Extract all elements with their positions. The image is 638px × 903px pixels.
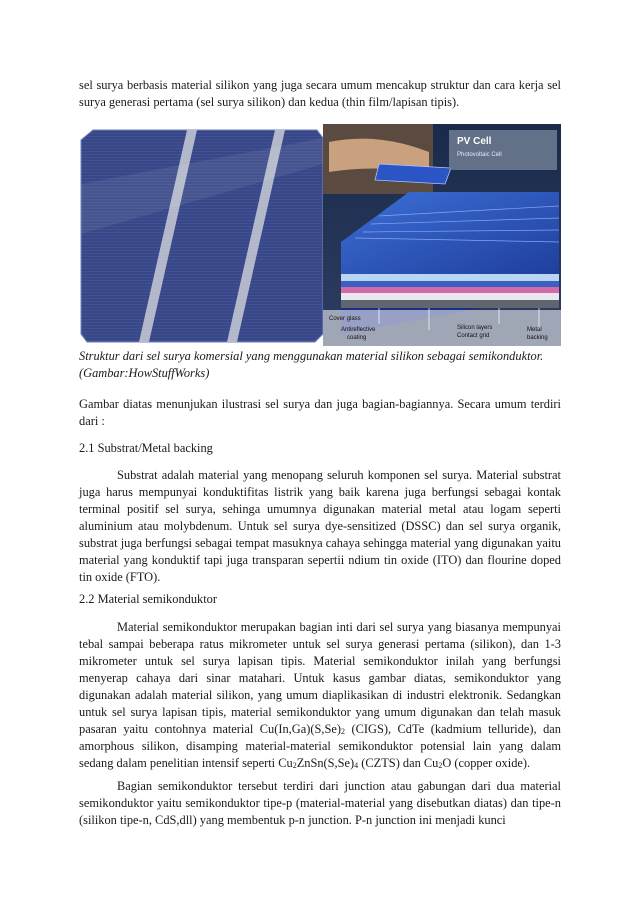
- solar-cell-illustration: [79, 124, 561, 346]
- figure-caption: Struktur dari sel surya komersial yang menggunakan material silikon sebagai semikonduktor. (Gambar:HowStuffWorks): [79, 349, 544, 380]
- cover-glass-label: Cover glass: [329, 316, 361, 322]
- antireflective-label-2: coating: [347, 335, 367, 341]
- substrat-paragraph: Substrat adalah material yang menopang seluruh komponen sel surya. Material substrat juga harus mempunyai konduktifitas listrik yang baik karena juga berfungsi sebagai kontak terminal positif sel surya, sehinga umumnya digunakan material metal atau logam seperti aluminium atau molybdenum. Untuk sel surya dye-sensitized (DSSC) dan sel surya organik, substrat juga berfungsi sebagai tempat masuknya cahaya sehingga material yang digunakan yaitu material yang konduktif tapi juga transparan sepertii ndium tin oxide (ITO) dan flourine doped tin oxide (FTO).: [79, 468, 561, 584]
- section-heading-semikonduktor: 2.2 Material semikonduktor: [79, 592, 217, 606]
- section-heading-substrat: 2.1 Substrat/Metal backing: [79, 441, 213, 455]
- antireflective-label-1: Antireflective: [341, 327, 376, 333]
- semikonduktor-paragraph: Material semikonduktor merupakan bagian inti dari sel surya yang biasanya mempunyai tebal sampai beberapa ratus mikrometer untuk sel surya generasi pertama (silikon), dan 1-3 mikrometer untuk sel surya lapisan tipis. Material semikonduktor inilah yang berfungsi menyerap cahaya dari sinar matahari. Untuk kasus gambar diatas, semikonduktor yang digunakan adalah material silikon, yang umum diaplikasikan di industri elektronik. Sedangkan untuk sel surya lapisan tipis, material semikonduktor yang umum digunakan dan telah masuk pasaran yaitu contohnya material $Cu(In,Ga)(S,Se)_2$ (CIGS), CdTe (kadmium telluride), dan amorphous silikon, disamping material-material semikonduktor potensial lain yang dalam sedang dalam penelitian intensif seperti $Cu_2ZnSn(S,Se)_4$ (CZTS) dan $Cu_2O$ (copper oxide).: [79, 620, 561, 770]
- photovoltaic-cell-label: Photovoltaic Cell: [457, 152, 502, 158]
- layer-diagram: [323, 124, 561, 346]
- junction-paragraph: Bagian semikonduktor tersebut terdiri dari junction atau gabungan dari dua material semikonduktor yaitu semikonduktor tipe-p (material-material yang disebutkan diatas) dan tipe-n (silikon tipe-n, CdS,dll) yang membentuk p-n junction. P-n junction ini menjadi kunci: [79, 779, 561, 827]
- silicon-layers-label: Silicon layers: [457, 325, 493, 331]
- pv-cell-label: PV Cell: [457, 136, 492, 147]
- intro-paragraph: sel surya berbasis material silikon yang juga secara umum mencakup struktur dan cara kerja sel surya generasi pertama (sel surya silikon) dan kedua (thin film/lapisan tipis).: [79, 78, 561, 109]
- metal-label-2: backing: [527, 335, 548, 341]
- contact-grid-label: Contact grid: [457, 333, 490, 339]
- figure-description-paragraph: Gambar diatas menunjukan ilustrasi sel surya dan juga bagian-bagiannya. Secara umum terdiri dari :: [79, 397, 561, 428]
- solar-cell-figure: [79, 124, 561, 346]
- metal-label-1: Metal: [527, 327, 542, 333]
